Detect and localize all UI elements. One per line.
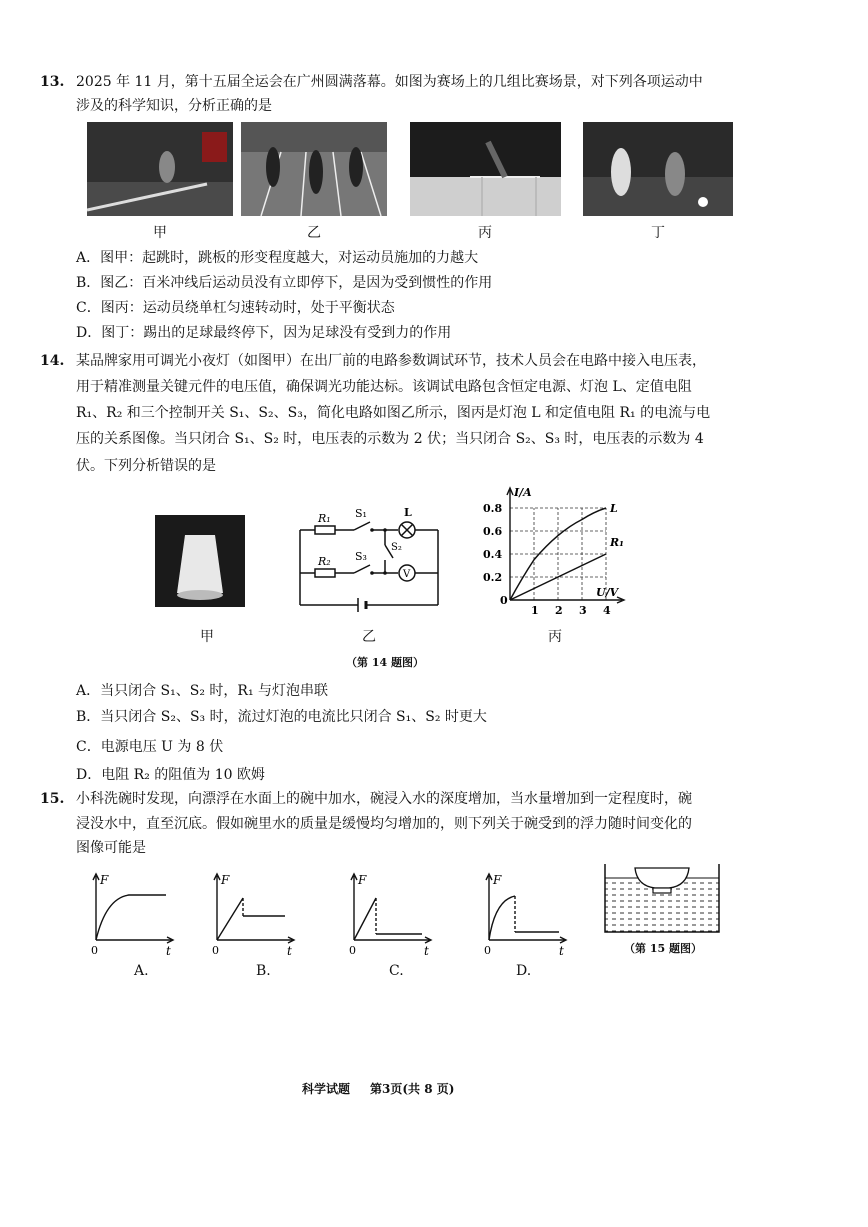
q14-caption-yi: 乙 <box>362 629 376 645</box>
voltmeter-label: V <box>403 569 411 580</box>
sprint-photo <box>241 122 387 216</box>
x-tick-label-0: 1 <box>531 604 539 617</box>
bowl-figure <box>603 862 723 934</box>
q13-caption-bing: 丙 <box>478 225 492 241</box>
q13-caption-jia: 甲 <box>153 225 167 241</box>
origin-label: 0 <box>500 594 508 607</box>
x-axis-label: U/V <box>596 586 619 599</box>
q13-option-a: A．图甲：起跳时，跳板的形变程度越大，对运动员施加的力越大 <box>76 250 479 266</box>
q14-option-c: C．电源电压 U 为 8 伏 <box>76 739 224 755</box>
y-axis-label: I/A <box>514 486 532 499</box>
q15-stem-line2: 浸没水中，直至沉底。假如碗里水的质量是缓慢均匀增加的，则下列关于碗受到的浮力随时间变化的 <box>76 816 692 832</box>
lamp-label: L <box>404 506 412 519</box>
q14-stem-line4: 压的关系图像。当只闭合 S₁、S₂ 时，电压表的示数为 2 伏；当只闭合 S₂、S₃ 时，电压表的示数为 4 <box>76 431 704 447</box>
x-tick-label-2: 3 <box>579 604 587 617</box>
q15-number: 15. <box>40 791 65 807</box>
option-a-label: A. <box>134 963 149 979</box>
q14-stem-line1: 某品牌家用可调光小夜灯（如图甲）在出厂前的电路参数调试环节，技术人员会在电路中接入电压表， <box>76 353 706 369</box>
q14-caption-bing: 丙 <box>548 629 562 645</box>
graph-d-t-label: t <box>559 944 564 958</box>
graph-a-f-label: F <box>100 873 109 887</box>
q13-stem-line2: 涉及的科学知识，分析正确的是 <box>76 98 272 114</box>
graph-c-origin: 0 <box>349 944 356 957</box>
s2-label: S₂ <box>391 542 402 553</box>
q14-option-a: A．当只闭合 S₁、S₂ 时，R₁ 与灯泡串联 <box>76 683 329 699</box>
q14-stem-line3: R₁、R₂ 和三个控制开关 S₁、S₂、S₃，简化电路如图乙所示，图丙是灯泡 L 和定值电阻 R₁ 的电流与电 <box>76 405 711 421</box>
q14-stem-line2: 用于精准测量关键元件的电压值，确保调光功能达标。该调试电路包含恒定电源、灯泡 L、定值电阻 <box>76 379 692 395</box>
q13-option-c: C．图丙：运动员绕单杠匀速转动时，处于平衡状态 <box>76 300 395 316</box>
q14-stem-line5: 伏。下列分析错误的是 <box>76 458 216 474</box>
graph-a-origin: 0 <box>91 944 98 957</box>
q15-figure-caption: （第 15 题图） <box>624 942 702 955</box>
footer-subject: 科学试题 <box>302 1082 351 1096</box>
football-photo <box>583 122 733 216</box>
graph-c-t-label: t <box>424 944 429 958</box>
q13-option-d: D．图丁：踢出的足球最终停下，因为足球没有受到力的作用 <box>76 325 452 341</box>
q13-caption-ding: 丁 <box>651 225 665 241</box>
y-tick-label-1: 0.4 <box>483 548 503 561</box>
r2-label: R₂ <box>318 555 331 568</box>
option-d-label: D. <box>516 963 532 979</box>
graph-a <box>84 868 179 958</box>
graph-a-t-label: t <box>166 944 171 958</box>
gymnastics-photo <box>410 122 561 216</box>
q15-stem-line1: 小科洗碗时发现，向漂浮在水面上的碗中加水，碗浸入水的深度增加，当水量增加到一定程度时，碗 <box>76 791 692 807</box>
graph-b-f-label: F <box>221 873 230 887</box>
graph-d-f-label: F <box>493 873 502 887</box>
series-label-0: L <box>610 502 618 515</box>
q14-option-d: D．电阻 R₂ 的阻值为 10 欧姆 <box>76 767 265 783</box>
graph-d <box>477 868 572 958</box>
option-b-label: B. <box>256 963 271 979</box>
q13-number: 13. <box>40 74 65 90</box>
x-tick-label-1: 2 <box>555 604 563 617</box>
r1-label: R₁ <box>318 512 331 525</box>
y-tick-label-0: 0.2 <box>483 571 503 584</box>
q13-option-b: B．图乙：百米冲线后运动员没有立即停下，是因为受到惯性的作用 <box>76 275 493 291</box>
q14-caption-jia: 甲 <box>200 629 214 645</box>
footer-page: 第3页(共 8 页) <box>370 1082 455 1096</box>
diving-photo <box>87 122 233 216</box>
q13-caption-yi: 乙 <box>307 225 321 241</box>
q15-stem-line3: 图像可能是 <box>76 840 146 856</box>
y-tick-label-2: 0.6 <box>483 525 503 538</box>
circuit-diagram <box>290 500 450 615</box>
q14-number: 14. <box>40 353 65 369</box>
s1-label: S₁ <box>355 507 367 520</box>
graph-d-origin: 0 <box>484 944 491 957</box>
series-label-1: R₁ <box>610 536 624 549</box>
q14-option-b: B．当只闭合 S₂、S₃ 时，流过灯泡的电流比只闭合 S₁、S₂ 时更大 <box>76 709 487 725</box>
s3-label: S₃ <box>355 550 367 563</box>
q14-figure-caption: （第 14 题图） <box>346 656 424 669</box>
night-lamp-photo <box>155 515 245 607</box>
option-c-label: C. <box>389 963 404 979</box>
q13-stem-line1: 2025 年 11 月，第十五届全运会在广州圆满落幕。如图为赛场上的几组比赛场景，对下列各项运动中 <box>76 74 703 90</box>
graph-c-f-label: F <box>358 873 367 887</box>
iu-chart <box>482 482 632 622</box>
y-tick-label-3: 0.8 <box>483 502 503 515</box>
graph-b <box>205 868 300 958</box>
x-tick-label-3: 4 <box>603 604 611 617</box>
graph-b-t-label: t <box>287 944 292 958</box>
graph-b-origin: 0 <box>212 944 219 957</box>
graph-c <box>342 868 437 958</box>
